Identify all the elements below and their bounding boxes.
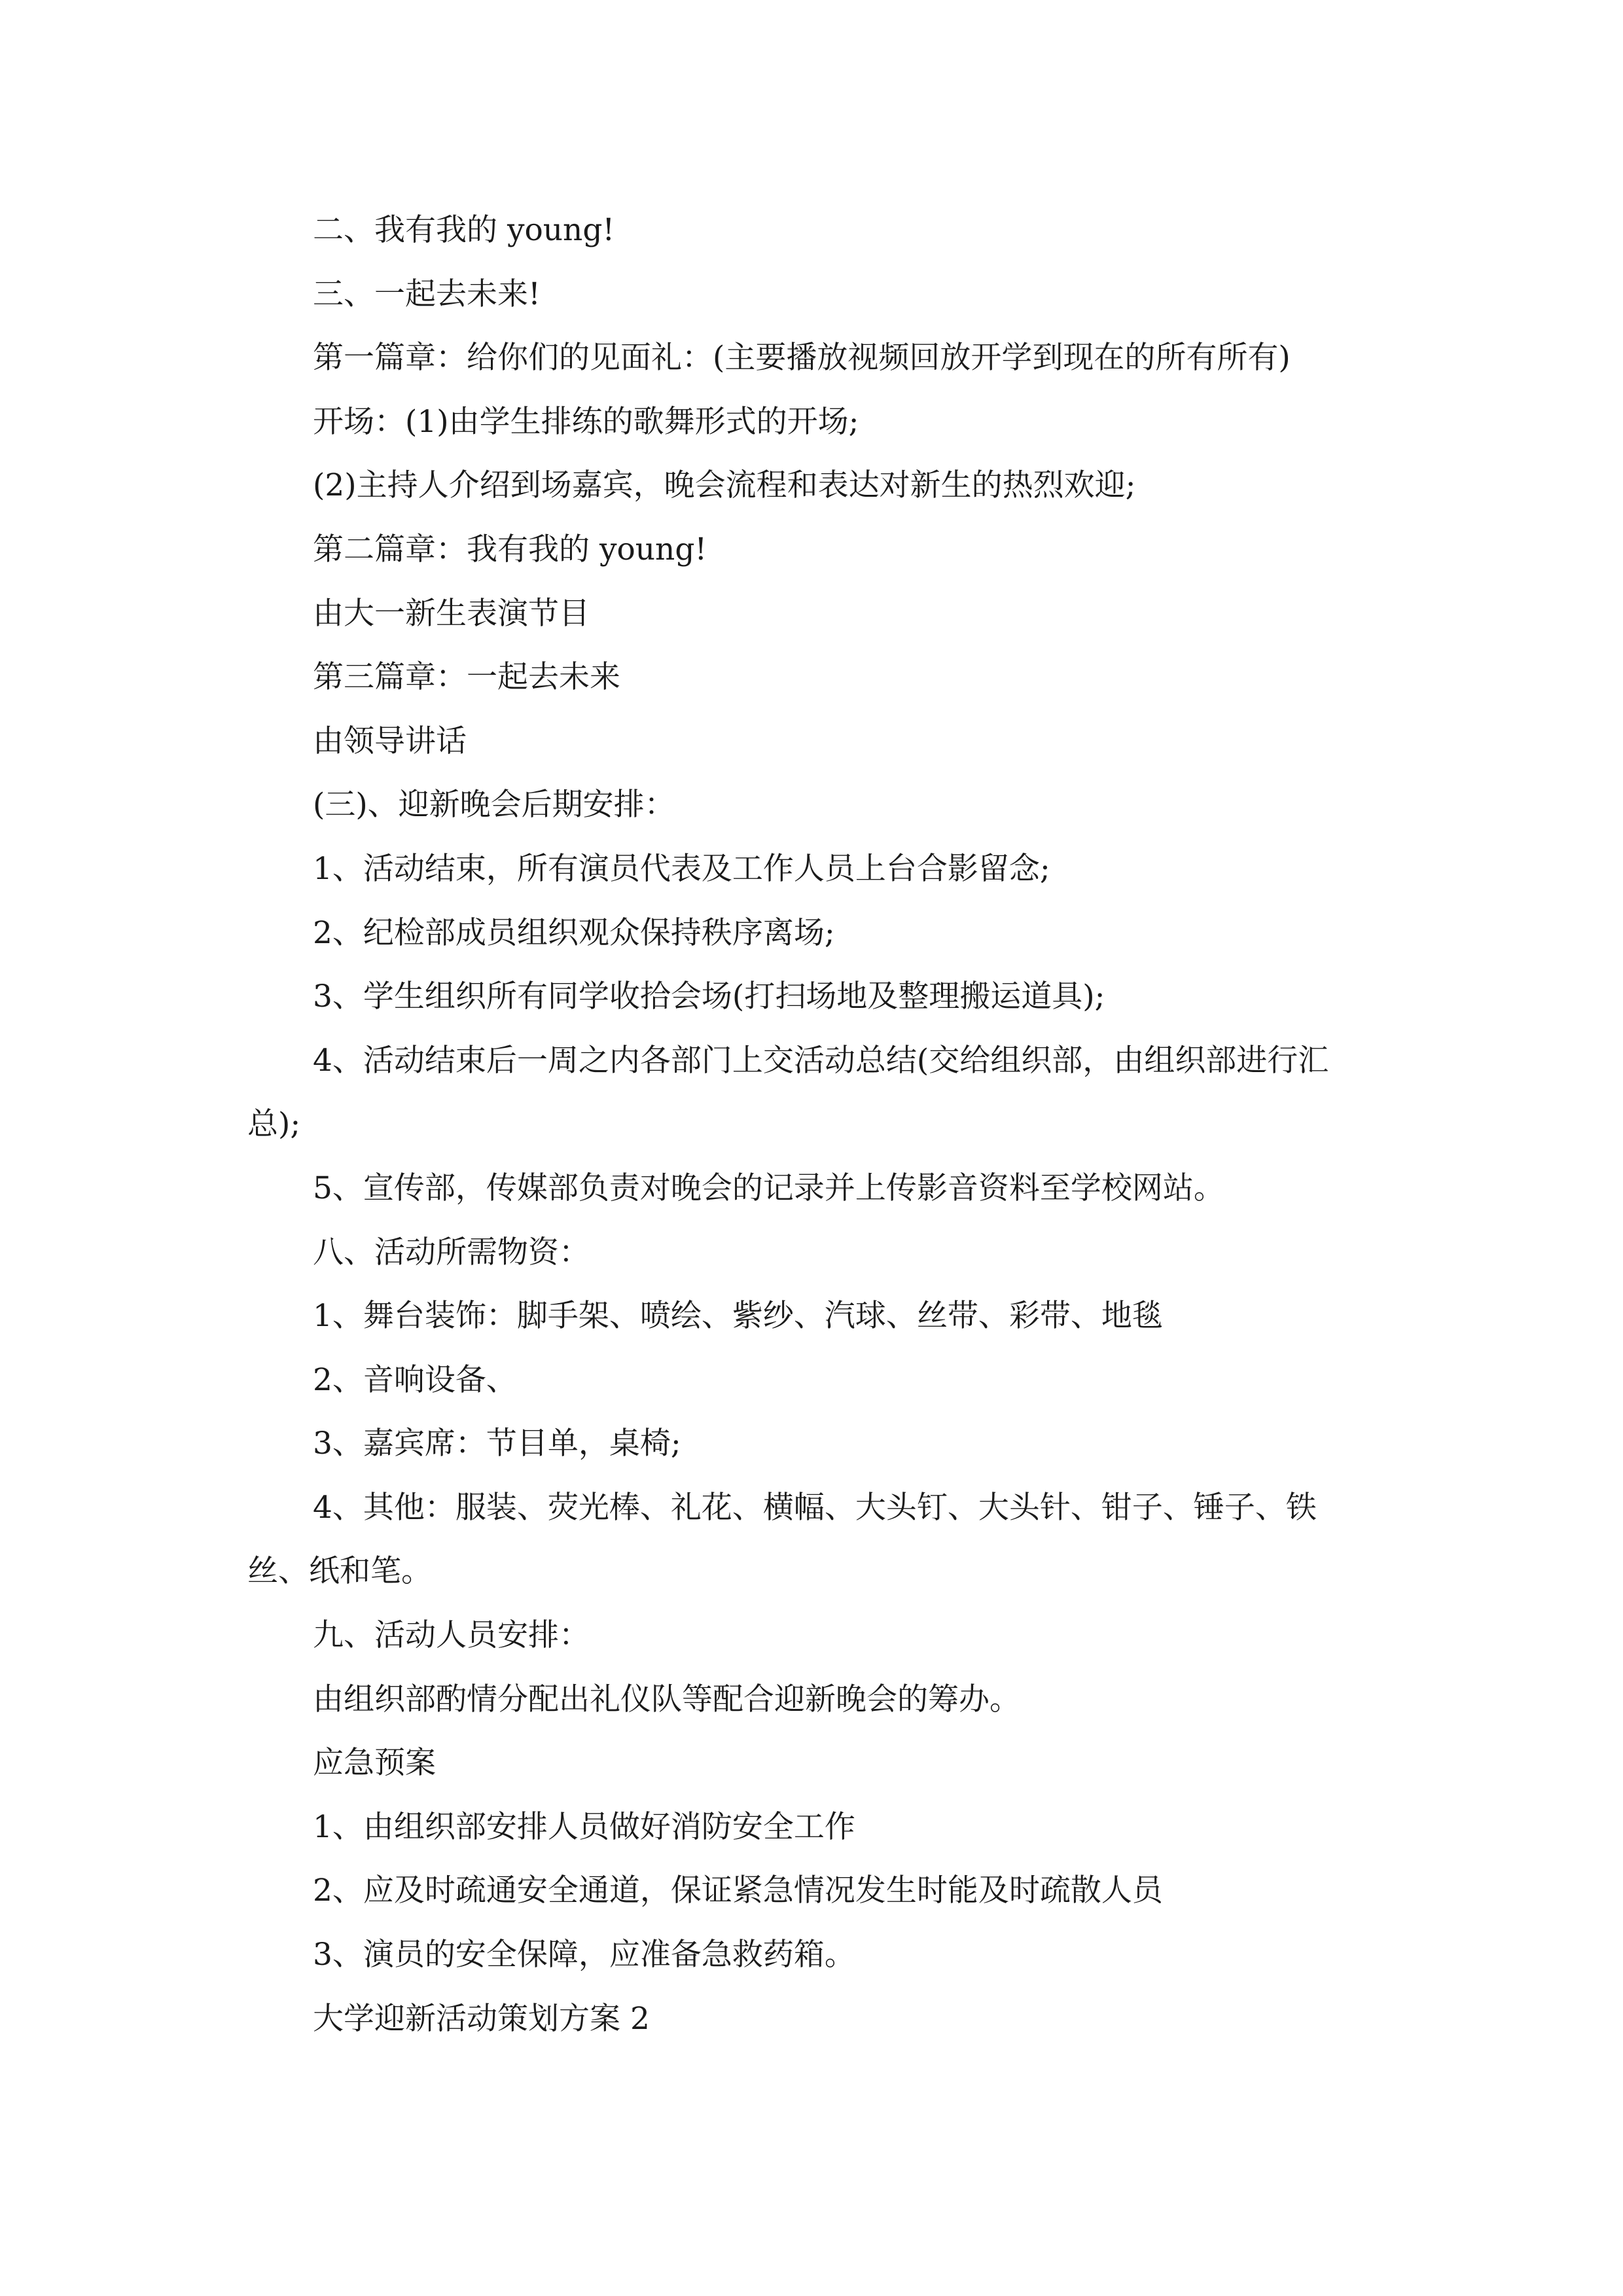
list-item: 3、学生组织所有同学收拾会场(打扫场地及整理搬运道具); — [313, 978, 1105, 1015]
list-item: 1、由组织部安排人员做好消防安全工作 — [313, 1808, 855, 1845]
chapter-heading: 第二篇章：我有我的 young! — [313, 531, 707, 567]
list-item: 1、舞台装饰：脚手架、喷绘、紫纱、汽球、丝带、彩带、地毯 — [313, 1298, 1163, 1335]
section-heading: 应急预案 — [313, 1745, 436, 1782]
list-item: 3、嘉宾席：节目单，桌椅; — [313, 1426, 681, 1462]
document-title: 大学迎新活动策划方案 2 — [313, 2000, 650, 2037]
text-line: (2)主持人介绍到场嘉宾，晚会流程和表达对新生的热烈欢迎; — [313, 467, 1136, 504]
chapter-heading: 第一篇章：给你们的见面礼：(主要播放视频回放开学到现在的所有所有) — [313, 340, 1291, 376]
text-line: 开场：(1)由学生排练的歌舞形式的开场; — [313, 403, 859, 440]
section-heading: 八、活动所需物资： — [313, 1234, 590, 1270]
text-line: 由大一新生表演节目 — [313, 595, 590, 632]
text-line: 二、我有我的 young! — [313, 212, 615, 248]
text-line: 由领导讲话 — [313, 723, 467, 759]
section-heading: 九、活动人员安排： — [313, 1617, 590, 1654]
list-item: 4、活动结束后一周之内各部门上交活动总结(交给组织部，由组织部进行汇 — [313, 1042, 1329, 1079]
list-item: 2、音响设备、 — [313, 1361, 517, 1398]
list-item: 1、活动结束，所有演员代表及工作人员上台合影留念; — [313, 850, 1050, 887]
document-body — [247, 198, 1386, 2051]
list-item: 3、演员的安全保障，应准备急救药箱。 — [313, 1937, 855, 1973]
list-item: 5、宣传部，传媒部负责对晚会的记录并上传影音资料至学校网站。 — [313, 1170, 1224, 1206]
list-item-continuation: 丝、纸和笔。 — [247, 1553, 432, 1590]
list-item: 2、纪检部成员组织观众保持秩序离场; — [313, 914, 835, 951]
list-item: 4、其他：服装、荧光棒、礼花、横幅、大头钉、大头针、钳子、锤子、铁 — [313, 1489, 1317, 1526]
section-heading: (三)、迎新晚会后期安排： — [313, 787, 675, 823]
list-item: 2、应及时疏通安全通道，保证紧急情况发生时能及时疏散人员 — [313, 1873, 1163, 1909]
text-line: 三、一起去未来! — [313, 276, 541, 312]
text-line: 由组织部酌情分配出礼仪队等配合迎新晚会的筹办。 — [313, 1681, 1020, 1717]
list-item-continuation: 总); — [247, 1106, 301, 1143]
chapter-heading: 第三篇章：一起去未来 — [313, 659, 620, 696]
